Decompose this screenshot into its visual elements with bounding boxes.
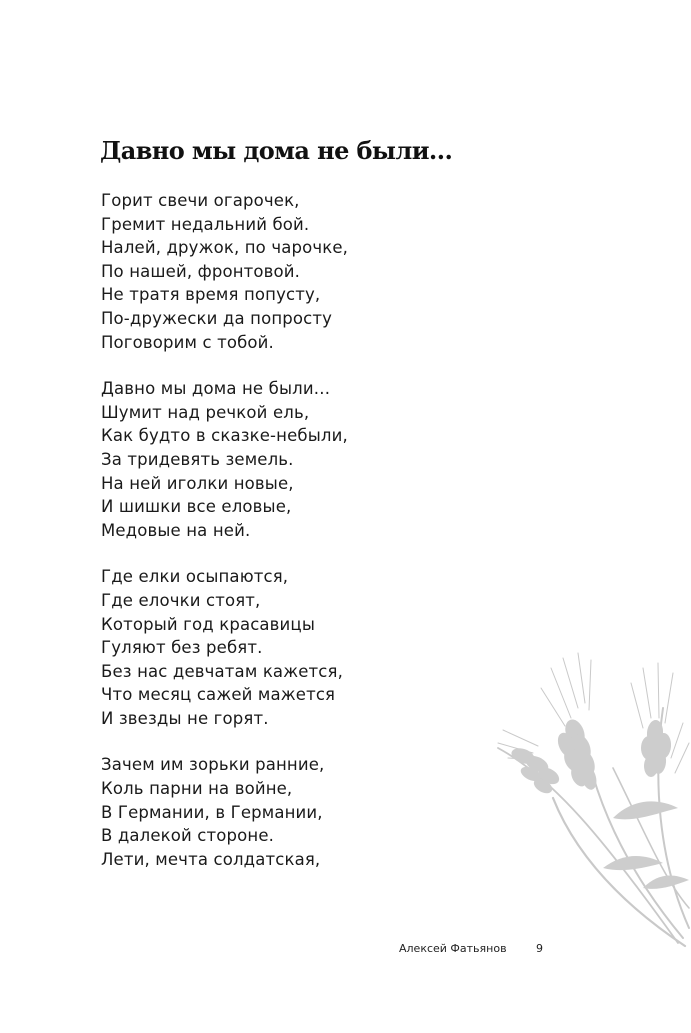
poem-line: Давно мы дома не были… <box>101 379 331 399</box>
poem-line: И шишки все еловые, <box>101 497 292 517</box>
page-number: 9 <box>536 942 543 955</box>
poem-line: Гремит недальний бой. <box>101 214 310 234</box>
poem-line: По-дружески да попросту <box>101 308 333 328</box>
stanza-2 <box>101 377 348 542</box>
poem-line: Коль парни на войне, <box>101 779 293 799</box>
poem-line: Что месяц сажей мажется <box>101 685 336 705</box>
poem-line: Шумит над речкой ель, <box>101 402 310 422</box>
poem-line: Не тратя время попусту, <box>101 285 321 305</box>
poem-body <box>101 189 348 894</box>
poem-line: Поговорим с тобой. <box>101 332 274 352</box>
poem-line: За тридевять земель. <box>101 449 294 469</box>
running-footer-author: Алексей Фатьянов <box>399 942 507 955</box>
poem-line: Медовые на ней. <box>101 520 251 540</box>
poem-line: Где елки осыпаются, <box>101 567 289 587</box>
poem-line: И звезды не горят. <box>101 708 269 728</box>
wheat-ears-icon <box>493 648 691 948</box>
poem-line: По нашей, фронтовой. <box>101 261 301 281</box>
poem-line: Горит свечи огарочек, <box>101 191 300 210</box>
poem-line: Где елочки стоят, <box>101 590 261 610</box>
poem-title: Давно мы дома не были… <box>100 136 453 165</box>
poem-line: Налей, дружок, по чарочке, <box>101 238 349 258</box>
poem-line: Лети, мечта солдатская, <box>101 849 321 869</box>
poem-line: Зачем им зорьки ранние, <box>101 755 325 775</box>
stanza-1 <box>101 189 348 354</box>
poem-line: В далекой стороне. <box>101 826 275 846</box>
poem-line: В Германии, в Германии, <box>101 802 323 822</box>
poem-line: Без нас девчатам кажется, <box>101 661 343 681</box>
poem-line: Который год красавицы <box>101 614 315 634</box>
stanza-4 <box>101 753 348 871</box>
stanza-3 <box>101 565 348 730</box>
poem-line: На ней иголки новые, <box>101 473 294 493</box>
poem-line: Гуляют без ребят. <box>101 638 263 658</box>
poem-line: Как будто в сказке-небыли, <box>101 426 348 446</box>
